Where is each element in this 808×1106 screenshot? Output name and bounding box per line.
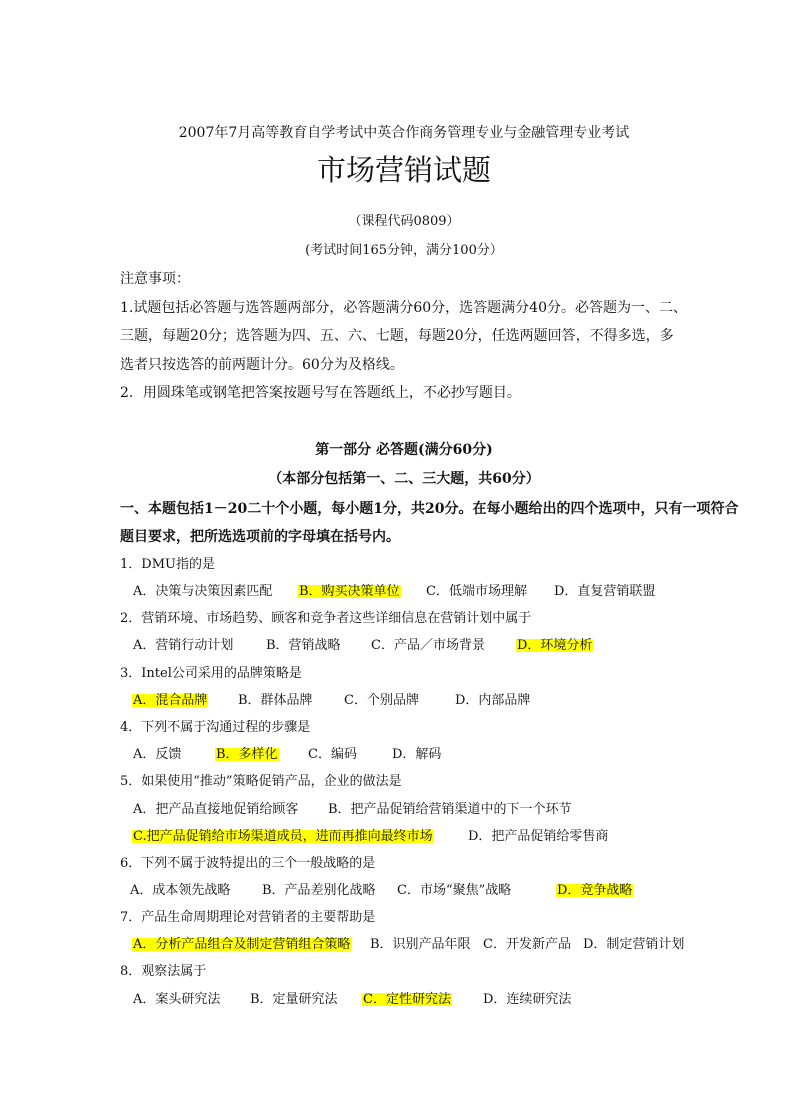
question-6-option-d-answer: D．竞争战略 xyxy=(557,883,633,898)
question-8-option-a: A．案头研究法 xyxy=(133,992,221,1007)
question-7-option-b: B．识别产品年限 xyxy=(370,937,471,952)
note-item-1-line-3: 选者只按选答的前两题计分。60分为及格线。 xyxy=(120,357,404,373)
question-6-option-b: B．产品差别化战略 xyxy=(262,883,376,898)
question-8-option-d: D．连续研究法 xyxy=(483,992,572,1007)
section1-instruction-line-1: 一、本题包括1－20二十个小题，每小题1分，共20分。在每小题给出的四个选项中，只有一项符合 xyxy=(120,501,739,517)
question-5-option-b: B．把产品促销给营销渠道中的下一个环节 xyxy=(328,802,572,817)
question-3-option-d: D．内部品牌 xyxy=(455,693,531,708)
question-4-option-b-answer: B．多样化 xyxy=(216,747,278,762)
question-1-stem: 1．DMU指的是 xyxy=(120,557,215,572)
question-7-stem: 7．产品生命周期理论对营销者的主要帮助是 xyxy=(120,910,376,925)
question-8-option-c-answer: C．定性研究法 xyxy=(363,992,451,1007)
question-2-option-d-answer: D．环境分析 xyxy=(517,638,593,653)
question-5-option-c-answer: C.把产品促销给市场渠道成员，进而再推向最终市场 xyxy=(133,829,433,844)
section1-instruction-line-2: 题目要求，把所选选项前的字母填在括号内。 xyxy=(120,529,400,545)
part1-subtitle: （本部分包括第一、二、三大题，共60分） xyxy=(268,471,540,487)
question-3-stem: 3．Intel公司采用的品牌策略是 xyxy=(120,666,302,681)
question-7-option-a-answer: A．分析产品组合及制定营销组合策略 xyxy=(133,937,351,952)
question-7-option-d: D．制定营销计划 xyxy=(583,937,685,952)
question-2-option-c: C．产品／市场背景 xyxy=(371,638,485,653)
note-item-1-line-1: 1.试题包括必答题与选答题两部分，必答题满分60分，选答题满分40分。必答题为一、二、 xyxy=(120,300,687,316)
question-6-stem: 6．下列不属于波特提出的三个一般战略的是 xyxy=(120,856,376,871)
note-item-2: 2．用圆珠笔或钢笔把答案按题号写在答题纸上，不必抄写题目。 xyxy=(120,385,521,401)
question-1-option-c: C．低端市场理解 xyxy=(426,584,527,599)
part1-title: 第一部分 必答题(满分60分) xyxy=(315,442,493,458)
question-2-stem: 2．营销环境、市场趋势、顾客和竞争者这些详细信息在营销计划中属于 xyxy=(120,611,532,626)
question-1-option-a: A．决策与决策因素匹配 xyxy=(133,584,273,599)
question-3-option-b: B．群体品牌 xyxy=(238,693,313,708)
question-2-option-b: B．营销战略 xyxy=(266,638,341,653)
question-5-option-a: A．把产品直接地促销给顾客 xyxy=(133,802,299,817)
question-4-option-c: C．编码 xyxy=(308,747,357,762)
exam-header-line: 2007年7月高等教育自学考试中英合作商务管理专业与金融管理专业考试 xyxy=(178,125,630,141)
question-3-option-a-answer: A．混合品牌 xyxy=(133,693,208,708)
question-1-option-b-answer: B．购买决策单位 xyxy=(299,584,400,599)
exam-title: 市场营销试题 xyxy=(316,153,491,187)
notes-heading: 注意事项： xyxy=(120,271,190,287)
question-8-option-b: B．定量研究法 xyxy=(250,992,338,1007)
note-item-1-line-2: 三题，每题20分；选答题为四、五、六、七题，每题20分，任选两题回答，不得多选，多 xyxy=(120,328,674,344)
question-5-option-d: D．把产品促销给零售商 xyxy=(468,829,609,844)
question-4-option-a: A．反馈 xyxy=(133,747,182,762)
question-4-option-d: D．解码 xyxy=(392,747,442,762)
question-6-option-a: A．成本领先战略 xyxy=(130,883,231,898)
question-3-option-c: C．个别品牌 xyxy=(344,693,419,708)
question-1-option-d: D．直复营销联盟 xyxy=(554,584,656,599)
question-2-option-a: A．营销行动计划 xyxy=(133,638,234,653)
question-7-option-c: C．开发新产品 xyxy=(483,937,571,952)
question-6-option-c: C．市场“聚焦”战略 xyxy=(397,883,512,898)
question-5-stem: 5．如果使用“推动”策略促销产品，企业的做法是 xyxy=(120,774,402,789)
course-code: （课程代码0809） xyxy=(348,214,460,229)
time-and-score: (考试时间165分钟，满分100分） xyxy=(305,243,503,258)
question-8-stem: 8．观察法属于 xyxy=(120,964,207,979)
question-4-stem: 4．下列不属于沟通过程的步骤是 xyxy=(120,720,311,735)
